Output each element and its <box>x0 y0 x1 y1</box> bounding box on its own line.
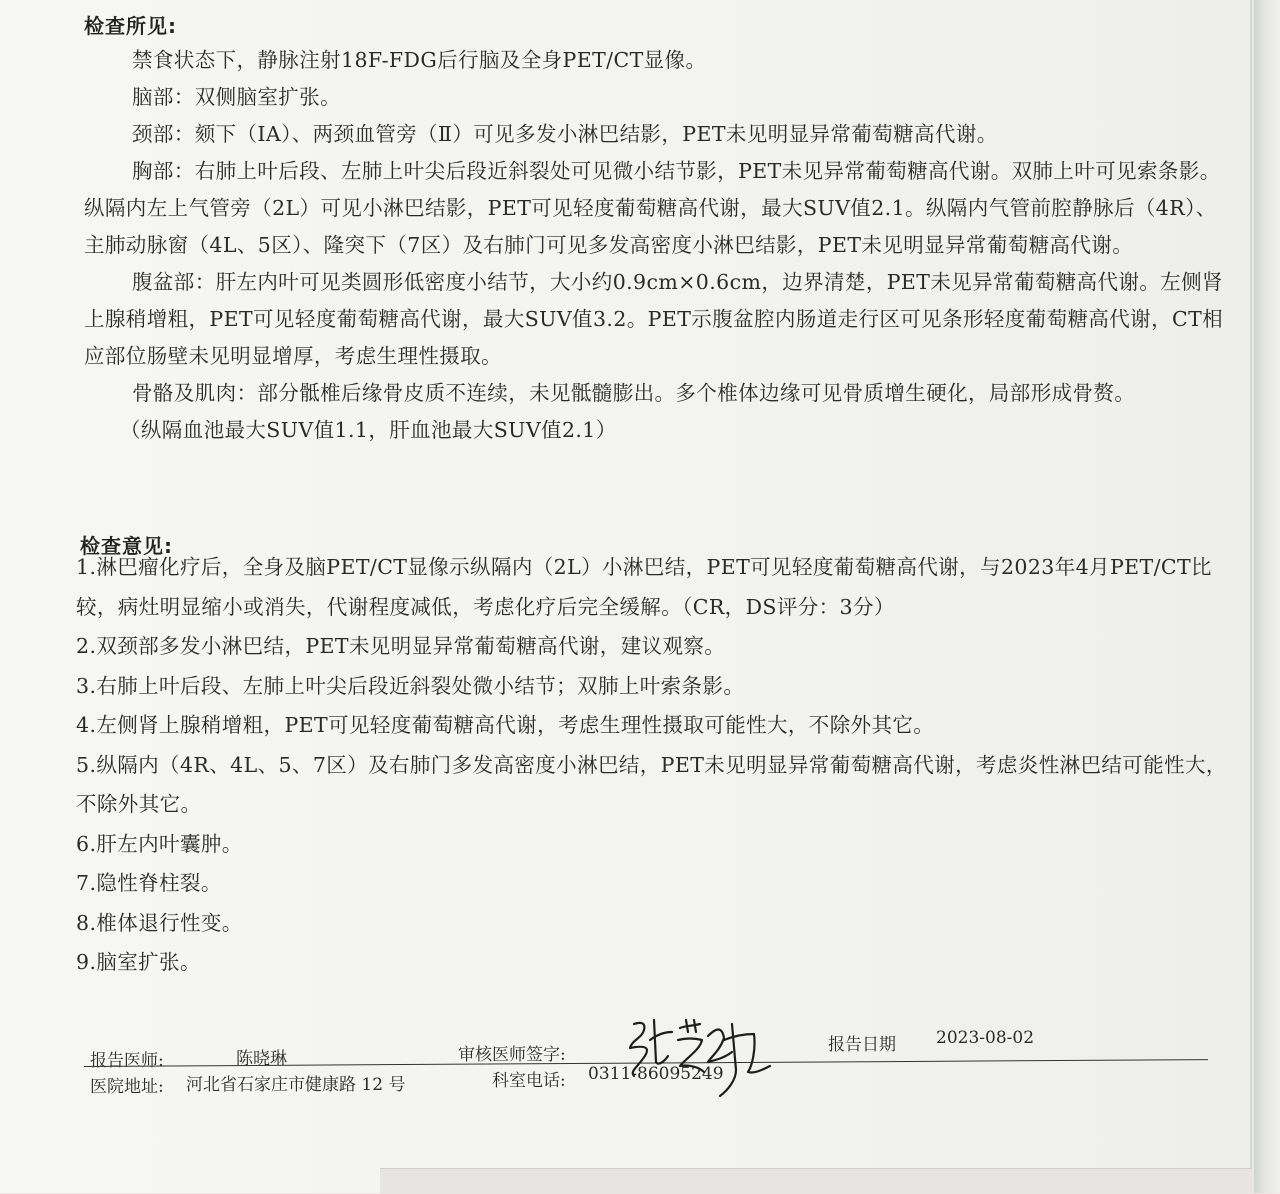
reporter-name: 陈晓琳 <box>236 1049 287 1069</box>
findings-paragraph: 骨骼及肌肉：部分骶椎后缘骨皮质不连续，未见骶髓膨出。多个椎体边缘可见骨质增生硬化，局部形成骨赘。 <box>132 381 1136 405</box>
reviewer-label: 审核医师签字: <box>458 1045 566 1065</box>
opinion-item: 8.椎体退行性变。 <box>76 910 243 935</box>
phone-label: 科室电话: <box>492 1071 566 1091</box>
opinion-item: 6.肝左内叶囊肿。 <box>76 831 243 856</box>
reviewer-signature <box>620 1010 780 1100</box>
findings-paragraph: 颈部：颏下（ⅠA）、两颈血管旁（Ⅱ）可见多发小淋巴结影，PET未见明显异常葡萄糖高代谢。 <box>132 122 998 146</box>
findings-note: （纵隔血池最大SUV值1.1，肝血池最大SUV值2.1） <box>120 418 617 442</box>
address-value: 河北省石家庄市健康路 12 号 <box>186 1075 406 1095</box>
opinion-item: 2.双颈部多发小淋巴结，PET未见明显异常葡萄糖高代谢，建议观察。 <box>76 634 726 658</box>
findings-paragraph: 腹盆部：肝左内叶可见类圆形低密度小结节，大小约0.9cm×0.6cm，边界清楚，PET未见异常葡萄糖高代谢。左侧肾上腺稍增粗，PET可见轻度葡萄糖高代谢，最大SUV值3.2。PET示腹盆腔内肠道走行区可见条形轻度葡萄糖高代谢，CT相应部位肠壁未见明显增厚，考虑生理性摄取。 <box>84 270 1224 368</box>
address-label: 医院地址: <box>90 1077 164 1097</box>
opinions-section <box>76 548 1236 983</box>
findings-section <box>84 42 1234 449</box>
findings-paragraph: 脑部：双侧脑室扩张。 <box>132 85 341 109</box>
opinion-item: 7.隐性脊柱裂。 <box>76 871 222 895</box>
page-edge <box>1254 0 1280 1193</box>
findings-paragraph: 胸部：右肺上叶后段、左肺上叶尖后段近斜裂处可见微小结节影，PET未见异常葡萄糖高代谢。双肺上叶可见索条影。纵隔内左上气管旁（2L）可见小淋巴结影，PET可见轻度葡萄糖高代谢，最大SUV值2.1。纵隔内气管前腔静脉后（4R）、主肺动脉窗（4L、5区）、隆突下（7区）及右肺门可见多发高密度小淋巴结影，PET未见明显异常葡萄糖高代谢。 <box>84 159 1221 257</box>
phone-value: 0311-86095249 <box>588 1064 724 1084</box>
findings-paragraph: 禁食状态下，静脉注射18F-FDG后行脑及全身PET/CT显像。 <box>132 48 707 72</box>
reporter-label: 报告医师: <box>90 1051 164 1071</box>
date-value: 2023-08-02 <box>936 1028 1035 1048</box>
date-label: 报告日期 <box>828 1035 896 1055</box>
opinion-item: 5.纵隔内（4R、4L、5、7区）及右肺门多发高密度小淋巴结，PET未见明显异常葡萄糖高代谢，考虑炎性淋巴结可能性大，不除外其它。 <box>76 752 1227 816</box>
findings-heading: 检查所见: <box>84 14 177 38</box>
opinion-item: 1.淋巴瘤化疗后，全身及脑PET/CT显像示纵隔内（2L）小淋巴结，PET可见轻度葡萄糖高代谢，与2023年4月PET/CT比较，病灶明显缩小或消失，代谢程度减低，考虑化疗后完全缓解。（CR，DS评分：3分） <box>76 555 1212 619</box>
opinion-item: 4.左侧肾上腺稍增粗，PET可见轻度葡萄糖高代谢，考虑生理性摄取可能性大，不除外其它。 <box>76 713 935 737</box>
underlying-sheet <box>380 1168 1252 1194</box>
opinion-item: 9.脑室扩张。 <box>76 950 201 974</box>
opinions-heading: 检查意见: <box>80 534 173 558</box>
opinion-item: 3.右肺上叶后段、左肺上叶尖后段近斜裂处微小结节；双肺上叶索条影。 <box>76 673 745 698</box>
